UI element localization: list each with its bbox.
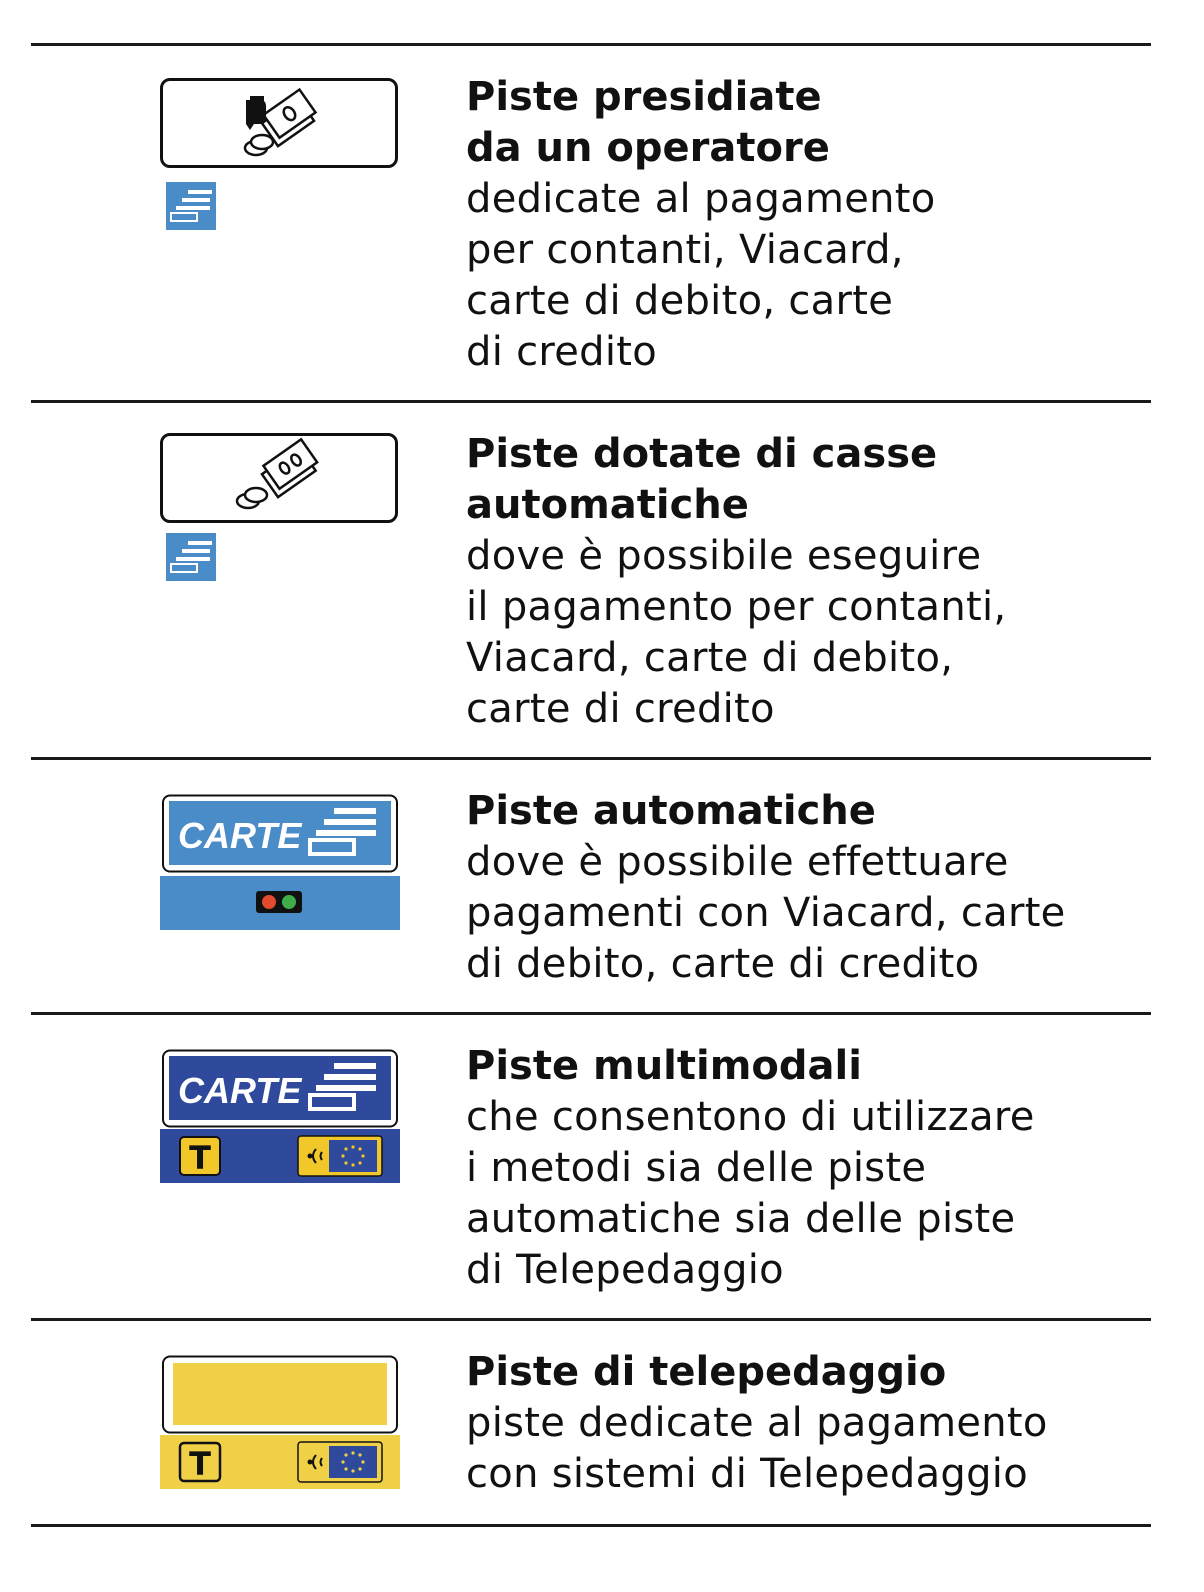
item-title: Piste automatiche — [466, 788, 876, 834]
viacard-icon — [166, 182, 216, 230]
automatic-cash-sign-icon — [160, 433, 400, 583]
item-description: dove è possibile eseguire il pagamento per contanti, Viacard, carte di debito, carte di credito — [466, 533, 1007, 732]
lane-item-telepass — [0, 1347, 1204, 1517]
telepass-t-label: T — [189, 1445, 211, 1483]
telepass-sign-icon — [160, 1355, 400, 1491]
item-description: piste dedicate al pagamento con sistemi di Telepedaggio — [466, 1400, 1048, 1497]
divider — [31, 43, 1151, 46]
item-title: Piste di telepedaggio — [466, 1349, 947, 1395]
lane-text — [466, 1041, 1166, 1296]
item-title: Piste presidiate da un operatore — [466, 74, 830, 171]
divider — [31, 1318, 1151, 1321]
viacard-icon — [166, 533, 216, 581]
carte-label: CARTE — [178, 1070, 302, 1111]
divider — [31, 1012, 1151, 1015]
lane-text — [466, 1347, 1166, 1500]
carte-label: CARTE — [178, 815, 302, 856]
lane-item-automatic-cash — [0, 429, 1204, 749]
divider — [31, 1524, 1151, 1527]
divider — [31, 400, 1151, 403]
lane-text — [466, 429, 1166, 735]
item-description: dove è possibile effettuare pagamenti con Viacard, carte di debito, carte di credito — [466, 839, 1066, 987]
carte-telepass-sign-icon — [160, 1049, 400, 1185]
item-description: che consentono di utilizzare i metodi sia delle piste automatiche sia delle piste di Telepedaggio — [466, 1094, 1035, 1293]
item-title: Piste dotate di casse automatiche — [466, 431, 938, 528]
lane-text — [466, 786, 1166, 990]
operator-cash-sign-icon — [160, 78, 400, 228]
item-title: Piste multimodali — [466, 1043, 862, 1089]
lane-item-multimodal — [0, 1041, 1204, 1311]
carte-sign-icon — [160, 794, 400, 930]
lane-item-automatic — [0, 786, 1204, 1006]
lane-text — [466, 72, 1166, 378]
telepass-t-label: T — [189, 1139, 211, 1177]
divider — [31, 757, 1151, 760]
item-description: dedicate al pagamento per contanti, Viacard, carte di debito, carte di credito — [466, 176, 936, 375]
lane-item-operator — [0, 72, 1204, 392]
